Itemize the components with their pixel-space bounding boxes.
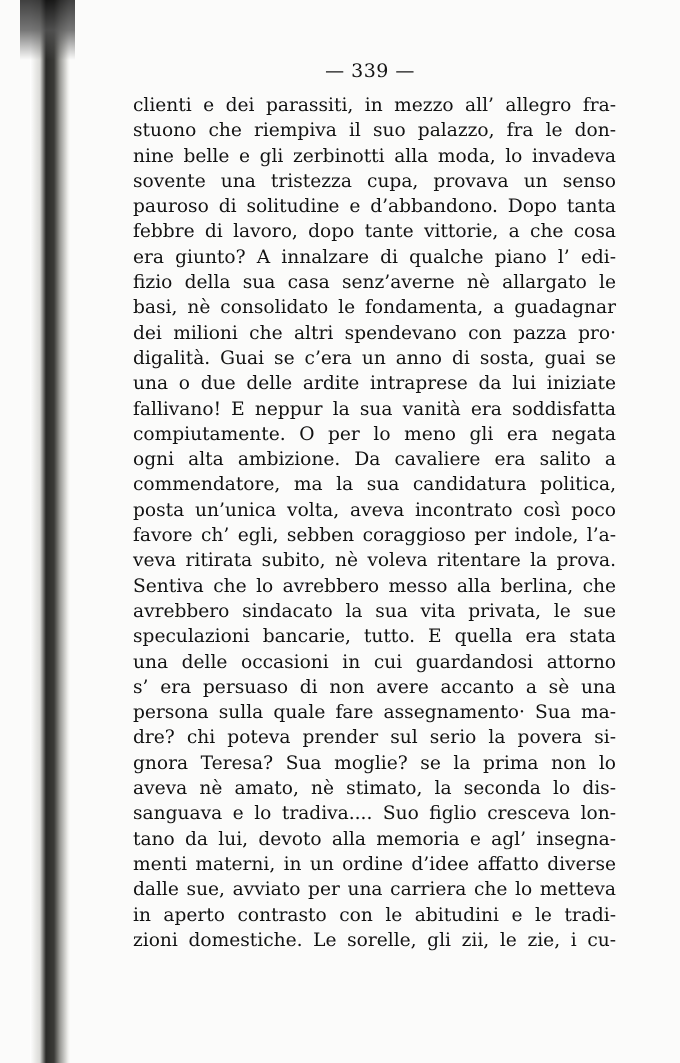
text-line: digalità. Guai se c’era un anno di sosta, guai se (133, 347, 616, 369)
text-line: dre? chi poteva prender sul serio la povera si- (133, 727, 616, 749)
text-line: stuono che riempiva il suo palazzo, fra le don- (133, 120, 616, 142)
text-line: dei milioni che altri spendevano con pazza pro· (133, 322, 616, 344)
text-line: gnora Teresa? Sua moglie? se la prima non lo (133, 752, 616, 774)
text-line: menti materni, in un ordine d’idee affatto diverse (133, 853, 616, 875)
text-line: era giunto? A innalzare di qualche piano l’ edi- (133, 246, 616, 268)
text-line: commendatore, ma la sua candidatura politica, (133, 474, 616, 496)
text-line: persona sulla quale fare assegnamento· Sua ma- (133, 702, 616, 724)
text-line: speculazioni bancarie, tutto. E quella era stata (133, 626, 616, 648)
text-line: s’ era persuaso di non avere accanto a sè una (133, 676, 616, 698)
text-line: compiutamente. O per lo meno gli era negata (133, 423, 616, 445)
text-line: dalle sue, avviato per una carriera che lo metteva (133, 879, 616, 901)
text-line: fizio della sua casa senz’averne nè allargato le (133, 272, 616, 294)
text-line: in aperto contrasto con le abitudini e le tradi- (133, 904, 616, 926)
text-line: avrebbero sindacato la sua vita privata, le sue (133, 600, 616, 622)
text-line: fallivano! E neppur la sua vanità era soddisfatta (133, 398, 616, 420)
text-line: aveva nè amato, nè stimato, la seconda lo dis- (133, 778, 616, 800)
text-line: veva ritirata subito, nè voleva ritentare la prova. (133, 550, 616, 572)
text-line: una o due delle ardite intraprese da lui iniziate (133, 373, 616, 395)
text-line: nine belle e gli zerbinotti alla moda, lo invadeva (133, 145, 616, 167)
text-line: ogni alta ambizione. Da cavaliere era salito a (133, 449, 616, 471)
page-binding-shadow (20, 0, 75, 60)
text-line: Sentiva che lo avrebbero messo alla berlina, che (133, 575, 616, 597)
text-line: sanguava e lo tradiva.... Suo figlio cresceva lon- (133, 803, 616, 825)
body-text (133, 93, 616, 953)
text-line: clienti e dei parassiti, in mezzo all’ allegro fra- (133, 95, 616, 116)
text-line: posta un’unica volta, aveva incontrato così poco (133, 499, 616, 521)
text-line: sovente una tristezza cupa, provava un senso (133, 170, 616, 192)
text-line: favore ch’ egli, sebben coraggioso per indole, l’a- (133, 525, 616, 547)
text-line: febbre di lavoro, dopo tante vittorie, a che cosa (133, 221, 616, 243)
text-line: zioni domestiche. Le sorelle, gli zii, le zie, i cu- (133, 929, 616, 951)
text-line: tano da lui, devoto alla memoria e agl’ insegna- (133, 828, 616, 850)
text-line: basi, nè consolidato le fondamenta, a guadagnar (133, 297, 616, 319)
page-number: — 339 — (325, 60, 415, 82)
text-line: una delle occasioni in cui guardandosi attorno (133, 651, 616, 673)
page-binding-edge (30, 0, 70, 1063)
text-line: pauroso di solitudine e d’abbandono. Dopo tanta (133, 196, 616, 218)
